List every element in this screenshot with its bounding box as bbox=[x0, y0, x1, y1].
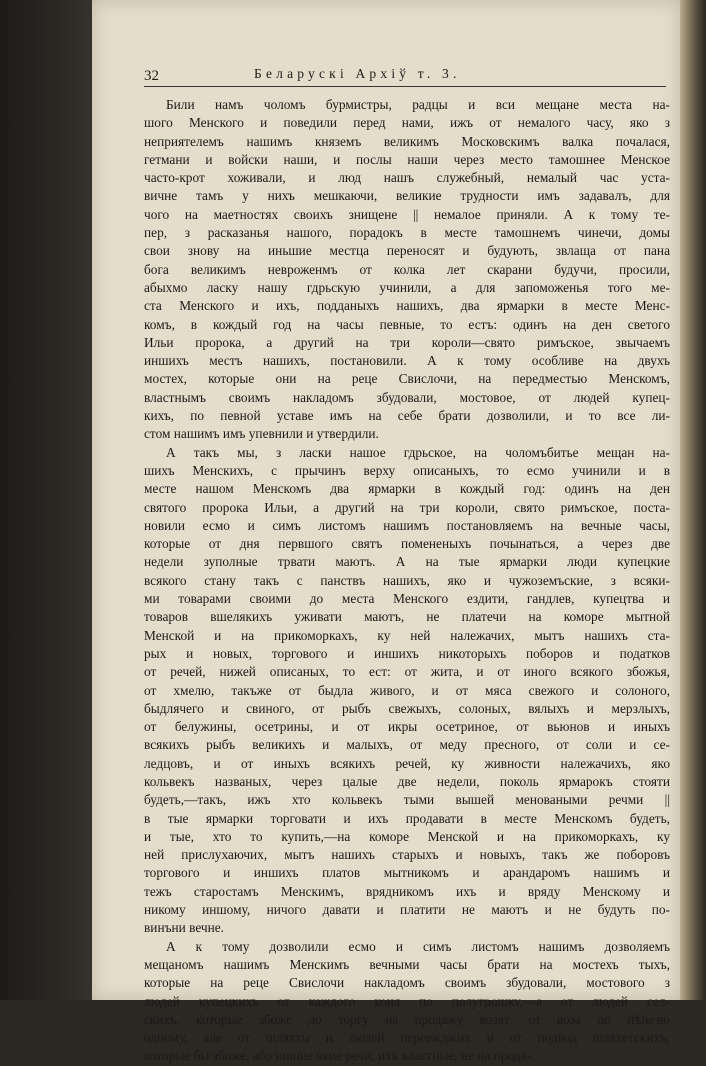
text-line: никому иншому, ничого давати и платити не маютъ и не будуть по- bbox=[144, 902, 670, 918]
text-line: от речей, нижей описаных, то ест: от жита, и от иного всякого збожья, bbox=[144, 664, 670, 680]
text-line: гетмани и войски наши, и послы наши через место тамошнее Менское bbox=[144, 151, 670, 167]
text-line: А к тому дозволили есмо и симъ листомъ нашимъ дозволяемъ bbox=[166, 938, 670, 954]
page-header bbox=[144, 64, 666, 87]
text-line: пер, з расказанья нашого, порадокъ в месте тамошнемъ чинечи, домы bbox=[144, 225, 670, 241]
text-line: от хмелю, такъже от быдла живого, и от мяса свежого и солоного, bbox=[144, 682, 670, 698]
text-line: ледцовъ, и от иныхъ всякихъ речей, ку живности належачихъ, яко bbox=[144, 755, 670, 771]
text-line: ста Менского и ихъ, подданыхъ нашихъ, два ярмарки в месте Менс- bbox=[144, 298, 670, 314]
text-line: которые на реце Свислочи накладомъ своимъ збудовали, мостового з bbox=[144, 975, 670, 991]
text-line: свои знову на иньшие местца переносят и будують, звлаща от пана bbox=[144, 243, 670, 259]
text-line: шого Менского и поведили перед нами, ижъ от немалого часу, яко з bbox=[144, 115, 670, 131]
text-line: мостех, которые они на реце Свислочи, на передместью Менскомъ, bbox=[144, 371, 670, 387]
page-number: 32 bbox=[144, 68, 159, 84]
text-line: абыхмо ласку нашу гдрьскую учинили, а для запоможенья того ме- bbox=[144, 279, 670, 295]
text-line: иншихъ местъ нашихъ, постановили. А к тому особливе на двухъ bbox=[144, 353, 670, 369]
text-line: часто-крот хоживали, и люд нашъ служебный, немалый час уста- bbox=[144, 170, 670, 186]
text-line: Ильи пророка, а другий на три короли—свято римъское, звычаемъ bbox=[144, 334, 670, 350]
text-line: кольвекъ названых, через цалые две недели, поколь ярмарокъ стояти bbox=[144, 773, 670, 789]
text-line: скихъ, которые збоже до торгу на продажу возят, от воза по пѣнезю bbox=[144, 1011, 670, 1027]
text-line: быдлячего и свиного, от рыбъ свежыхъ, солоных, вялыхъ и мерзлыхъ, bbox=[144, 700, 670, 716]
running-title: Беларускі Архіў т. 3. bbox=[254, 66, 461, 81]
text-line: месте нашом Менскомъ два ярмарки в кождый год: одинъ на ден bbox=[144, 481, 670, 497]
text-line: А такъ мы, з ласки нашое гдрьское, на чоломъбитье мещан на- bbox=[166, 444, 670, 460]
text-line: всякихъ рыбъ великихъ и малыхъ, от меду пресного, от соли и се- bbox=[144, 737, 670, 753]
text-line: чого на маетностях своихъ знищене || немалое приняли. А к тому те- bbox=[144, 206, 670, 222]
text-line: одному, але от шляхты и людей переежджих и от подвод шляхетскихъ, bbox=[144, 1030, 670, 1046]
text-line: людей купецкихъ от каждого коня по полугрошку,—а от людей сел- bbox=[144, 993, 670, 1009]
text-line: мещаномъ нашимъ Менскимъ вечными часы брати на мостехъ тыхъ, bbox=[144, 956, 670, 972]
book-page bbox=[92, 0, 680, 1064]
text-line: властнымъ своимъ накладомъ збудовали, мостовое, от людей купец- bbox=[144, 389, 670, 405]
text-line: от белужины, осетрины, и от икры осетриное, от вьюнов и иныхъ bbox=[144, 719, 670, 735]
text-line: рых и новых, торгового и иншихъ никоторыхъ поборов и податков bbox=[144, 645, 670, 661]
page-edge bbox=[680, 0, 706, 1000]
text-line: ми товарами своими до места Менского ездити, гандлев, купецтва и bbox=[144, 591, 670, 607]
text-line: которые от дня первшого святъ помененыхъ почынаться, а через две bbox=[144, 536, 670, 552]
body-text bbox=[144, 96, 670, 1066]
text-line: всякого стану такъ с панствъ нашихъ, яко и чужоземъские, з всяки- bbox=[144, 572, 670, 588]
text-line: комъ, в кождый год на часы певные, то естъ: одинъ на ден светого bbox=[144, 316, 670, 332]
text-line: новили есмо и симъ листомъ нашимъ постановляемъ на вечные часы, bbox=[144, 517, 670, 533]
text-line: стом нашимъ имъ упевнили и утвердили. bbox=[144, 426, 379, 442]
text-line: кихъ, по певной уставе имъ на себе брати дозволили, и то все ли- bbox=[144, 408, 670, 424]
text-line: Менской и на прикоморкахъ, ку ней належачих, мытъ нашихъ ста- bbox=[144, 627, 670, 643]
text-line: и тые, хто то купить,—на коморе Менской и на прикоморкахъ, ку bbox=[144, 828, 670, 844]
text-line: шихъ Менскихъ, с прычинъ верху описаныхъ, то есмо учинили и в bbox=[144, 462, 670, 478]
text-line: товаров вшелякихъ уживати маютъ, не платечи на коморе мытной bbox=[144, 609, 670, 625]
text-line: неприятелемъ нашимъ княземъ великимъ Московскимъ валка почалася, bbox=[144, 133, 670, 149]
scan-background-left bbox=[0, 0, 92, 1000]
text-line: торгового и иншихъ платов мытникомъ и арандаромъ нашимъ и bbox=[144, 865, 670, 881]
text-line: винъни вечне. bbox=[144, 920, 225, 936]
text-line: вичне тамъ у нихъ мешкаючи, великие трудности имъ задавалъ, для bbox=[144, 188, 670, 204]
text-line: Били намъ чоломъ бурмистры, радцы и вси мещане места на- bbox=[166, 97, 670, 112]
text-line: ней прислухаючих, мытъ нашихъ старыхъ и новыхъ, такъ же поборовъ bbox=[144, 847, 670, 863]
text-line: бога великимъ невроженмъ от колка лет скарани будучи, просили, bbox=[144, 261, 670, 277]
text-line: недели зуполные трвати маютъ. А на тые ярмарки люди купецкие bbox=[144, 554, 670, 570]
text-line: тежъ старостамъ Менскимъ, врядникомъ ихъ и вряду Менскому и bbox=[144, 883, 670, 899]
text-line: будеть,—такъ, ижъ хто кольвекъ тыми вышей меноваными речми || bbox=[144, 792, 670, 808]
text-line: которые бы збоже, або иншие якие речи, ихъ властные, не на прода- bbox=[144, 1048, 531, 1064]
text-line: в тые ярмарки торговати и ихъ продавати в месте Менскомъ будеть, bbox=[144, 810, 670, 826]
text-line: святого пророка Ильи, а другий на три короли, свято римъское, поста- bbox=[144, 499, 670, 515]
